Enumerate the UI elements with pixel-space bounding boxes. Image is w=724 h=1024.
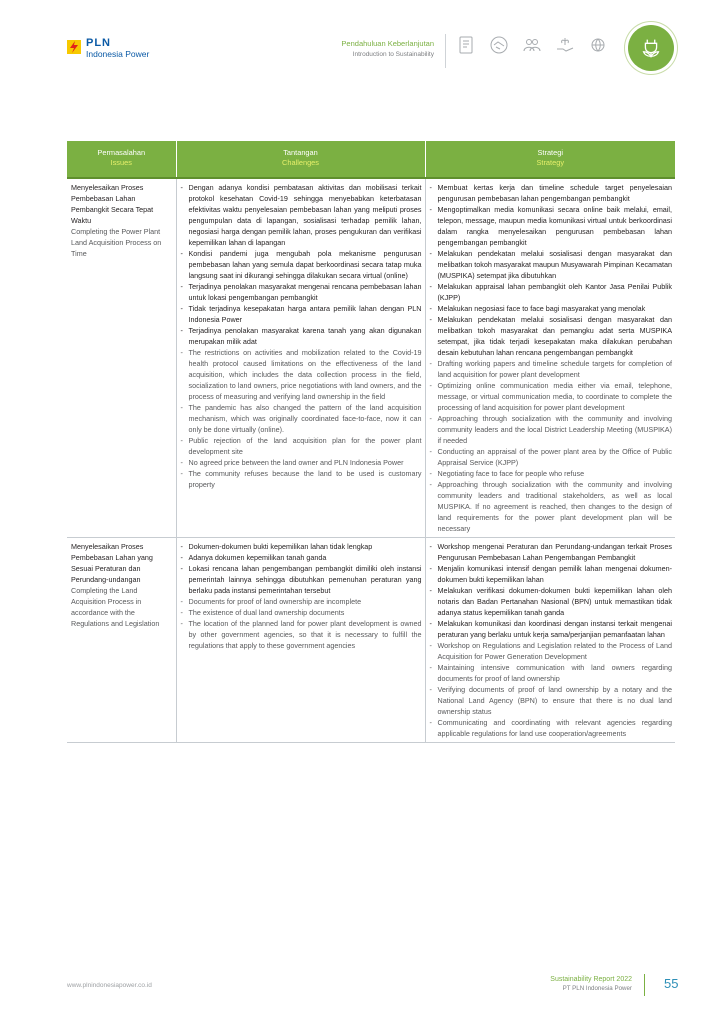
challenge-item-en: - The pandemic has also changed the pattern of the land acquisition mechanism, which was originally coordinated face-to-face, now it can only be done virtually (online). bbox=[181, 402, 422, 435]
challenge-cell bbox=[176, 178, 425, 538]
header-strategy: Strategi Strategy bbox=[425, 141, 675, 178]
challenge-item-id: - Terjadinya penolakan masyarakat mengenai rencana pembebasan lahan untuk lokasi pengembangan pembangkit bbox=[181, 281, 422, 303]
strategy-item-en: - Communicating and coordinating with relevant agencies regarding applicable regulations for land use cooperation/agreements bbox=[430, 717, 673, 739]
strategy-item-id: - Membuat kertas kerja dan timeline schedule target penyelesaian pengurusan pembebasan lahan pengembangan pembangkit bbox=[430, 182, 673, 204]
strategy-item-id: - Melakukan komunikasi dan koordinasi dengan instansi terkait mengenai peraturan yang berlaku untuk kerja sama/perjanjian pemanfaatan lahan bbox=[430, 618, 673, 640]
challenge-item-en: - The location of the planned land for power plant development is owned by other government agencies, so that it is necessary to fulfill the regulations that apply to these government agencies bbox=[181, 618, 422, 651]
challenge-item-en: - The community refuses because the land to be used is customary property bbox=[181, 468, 422, 490]
challenge-item-id: - Kondisi pandemi juga mengubah pola mekanisme pengurusan pembebasan lahan yang semula dapat berkoordinasi secara tatap muka langsung saat ini dikurangi sehingga dilakukan secara virtual (online) bbox=[181, 248, 422, 281]
hand-plant-icon[interactable] bbox=[554, 34, 576, 56]
people-icon[interactable] bbox=[521, 34, 543, 56]
issue-cell bbox=[67, 538, 176, 743]
issue-title-id: Menyelesaikan Proses Pembebasan Lahan Pembangkit Secara Tepat Waktu bbox=[71, 183, 154, 225]
strategy-item-en: - Conducting an appraisal of the power plant area by the Office of Public Appraisal Service (KJPP) bbox=[430, 446, 673, 468]
website-url: www.plnindonesiapower.co.id bbox=[67, 982, 152, 989]
challenge-item-id: - Tidak terjadinya kesepakatan harga antara pemilik lahan dengan PLN Indonesia Power bbox=[181, 303, 422, 325]
plug-leaf-icon[interactable] bbox=[628, 25, 674, 71]
table-header-row bbox=[67, 141, 675, 178]
challenge-item-id: - Adanya dokumen kepemilikan tanah ganda bbox=[181, 552, 422, 563]
strategy-item-id: - Melakukan verifikasi dokumen-dokumen bukti kepemilikan lahan oleh notaris dan Badan Pertanahan Nasional (BPN) untuk memastikan tidak adanya status kepemilikan tanah ganda bbox=[430, 585, 673, 618]
strategy-item-en: - Workshop on Regulations and Legislation related to the Process of Land Acquisition for Power Generation Development bbox=[430, 640, 673, 662]
strategy-list bbox=[430, 182, 673, 534]
strategy-item-id: - Melakukan pendekatan melalui sosialisasi dengan masyarakat dan melibatkan tokoh masyarakat dan pemangku adat serta MUSPIKA setempat, jika tidak terjadi kesepakatan maka dilakukan perubahan desain kebutuhan lahan rencana pengembangan pembangkit bbox=[430, 314, 673, 358]
challenge-item-en: - No agreed price between the land owner and PLN Indonesia Power bbox=[181, 457, 422, 468]
challenge-item-en: - Public rejection of the land acquisition plan for the power plant development site bbox=[181, 435, 422, 457]
header-issues: Permasalahan Issues bbox=[67, 141, 176, 178]
section-title-id: Pendahuluan Keberlanjutan bbox=[341, 39, 434, 48]
challenge-item-en: - The restrictions on activities and mobilization related to the Covid-19 health protocol caused limitations on the effectiveness of the land acquisition, which includes the data collection process in the field, socialization to land owners, price negotiations with land owners, and the process of measuring and verifying land ownership in the field bbox=[181, 347, 422, 402]
issue-title-en: Completing the Power Plant Land Acquisition Process on Time bbox=[71, 227, 162, 258]
issue-cell bbox=[67, 178, 176, 538]
report-name: Sustainability Report 2022 bbox=[550, 976, 632, 983]
brand-subtitle: Indonesia Power bbox=[86, 49, 150, 59]
strategy-item-id: - Melakukan appraisal lahan pembangkit oleh Kantor Jasa Penilai Publik (KJPP) bbox=[430, 281, 673, 303]
strategy-item-en: - Verifying documents of proof of land ownership by a notary and the National Land Agency (BPN) to ensure that there is no dual land ownership status bbox=[430, 684, 673, 717]
strategy-table bbox=[67, 141, 675, 743]
strategy-item-id: - Melakukan pendekatan melalui sosialisasi dengan masyarakat dan melibatkan tokoh masyarakat maupun Musyawarah Pimpinan Kecamatan (MUSPIKA) setempat jika dibutuhkan bbox=[430, 248, 673, 281]
strategy-item-en: - Drafting working papers and timeline schedule targets for completion of land acquisition for power plant development bbox=[430, 358, 673, 380]
strategy-item-en: - Approaching through socialization with the community and involving community leaders and the local District Leadership Meeting (MUSPIKA) if needed bbox=[430, 413, 673, 446]
report-title bbox=[550, 976, 632, 992]
nav-divider bbox=[445, 34, 446, 68]
table-row bbox=[67, 178, 675, 538]
issue-title-id: Menyelesaikan Proses Pembebasan Lahan yang Sesuai Peraturan dan Perundang-undangan bbox=[71, 542, 153, 584]
challenges-list bbox=[181, 541, 422, 651]
challenge-item-id: - Dengan adanya kondisi pembatasan aktivitas dan mobilisasi terkait protokol kesehatan Covid-19 sehingga menyebabkan keterbatasan efektivitas waktu penyelesaian pembebasan lahan yang meliputi proses pengumpulan data di lapangan, sosialisasi terhadap pemilik lahan, negosiasi harga dengan pemilik lahan, proses pengukuran dan verifikasi kepemilikan lahan di lapangan bbox=[181, 182, 422, 248]
brand-name: PLN bbox=[86, 37, 111, 49]
globe-people-icon[interactable] bbox=[587, 34, 609, 56]
chapter-nav bbox=[455, 34, 620, 56]
strategy-item-en: - Negotiating face to face for people who refuse bbox=[430, 468, 673, 479]
strategy-item-id: - Menjalin komunikasi intensif dengan pemilik lahan mengenai dokumen-dokumen bukti kepemilikan lahan bbox=[430, 563, 673, 585]
challenge-item-id: - Dokumen-dokumen bukti kepemilikan lahan tidak lengkap bbox=[181, 541, 422, 552]
company-logo bbox=[66, 38, 149, 59]
strategy-item-en: - Maintaining intensive communication with land owners regarding documents for proof of land ownership bbox=[430, 662, 673, 684]
section-title-en: Introduction to Sustainability bbox=[352, 51, 434, 58]
pln-logo-icon bbox=[66, 39, 82, 55]
strategy-cell bbox=[425, 538, 675, 743]
challenge-item-en: - Documents for proof of land ownership are incomplete bbox=[181, 596, 422, 607]
header-challenges: Tantangan Challenges bbox=[176, 141, 425, 178]
company-name: PT PLN Indonesia Power bbox=[562, 985, 632, 992]
issue-title-en: Completing the Land Acquisition Process in accordance with the Regulations and Legislation bbox=[71, 586, 160, 628]
strategy-cell bbox=[425, 178, 675, 538]
document-icon[interactable] bbox=[455, 34, 477, 56]
challenge-cell bbox=[176, 538, 425, 743]
handshake-icon[interactable] bbox=[488, 34, 510, 56]
challenge-item-en: - The existence of dual land ownership documents bbox=[181, 607, 422, 618]
footer-divider bbox=[644, 974, 645, 996]
section-title bbox=[214, 39, 434, 58]
strategy-item-id: - Mengoptimalkan media komunikasi secara online baik melalui, email, telepon, message, maupun media komunikasi virtual untuk berkoordinasi dalam rangka menyelesaikan pengurusan pembebasan lahan pengembangan pembangkit bbox=[430, 204, 673, 248]
strategy-item-id: - Melakukan negosiasi face to face bagi masyarakat yang menolak bbox=[430, 303, 673, 314]
strategy-item-id: - Workshop mengenai Peraturan dan Perundang-undangan terkait Proses Pengurusan Pembebasan Lahan Pengembangan Pembangkit bbox=[430, 541, 673, 563]
challenge-item-id: - Lokasi rencana lahan pengembangan pembangkit dimiliki oleh instansi pemerintah lainnya sehingga dibutuhkan pemenuhan peraturan yang berlaku pada instansi pemerintahan tersebut bbox=[181, 563, 422, 596]
page-number: 55 bbox=[664, 976, 679, 991]
strategy-item-en: - Approaching through socialization with the community and involving community leaders and traditional stakeholders, as well as local MUSPIKA. If no agreement is reached, then changes to the design of land requirements for the power plant development plan will be necessary bbox=[430, 479, 673, 534]
challenges-list bbox=[181, 182, 422, 490]
challenge-item-id: - Terjadinya penolakan masyarakat karena tanah yang akan digunakan merupakan milik adat bbox=[181, 325, 422, 347]
table-row bbox=[67, 538, 675, 743]
strategy-list bbox=[430, 541, 673, 739]
strategy-item-en: - Optimizing online communication media either via email, telephone, message, or virtual communication media, to coordinate to complete the processing of land acquisition for power plant development bbox=[430, 380, 673, 413]
